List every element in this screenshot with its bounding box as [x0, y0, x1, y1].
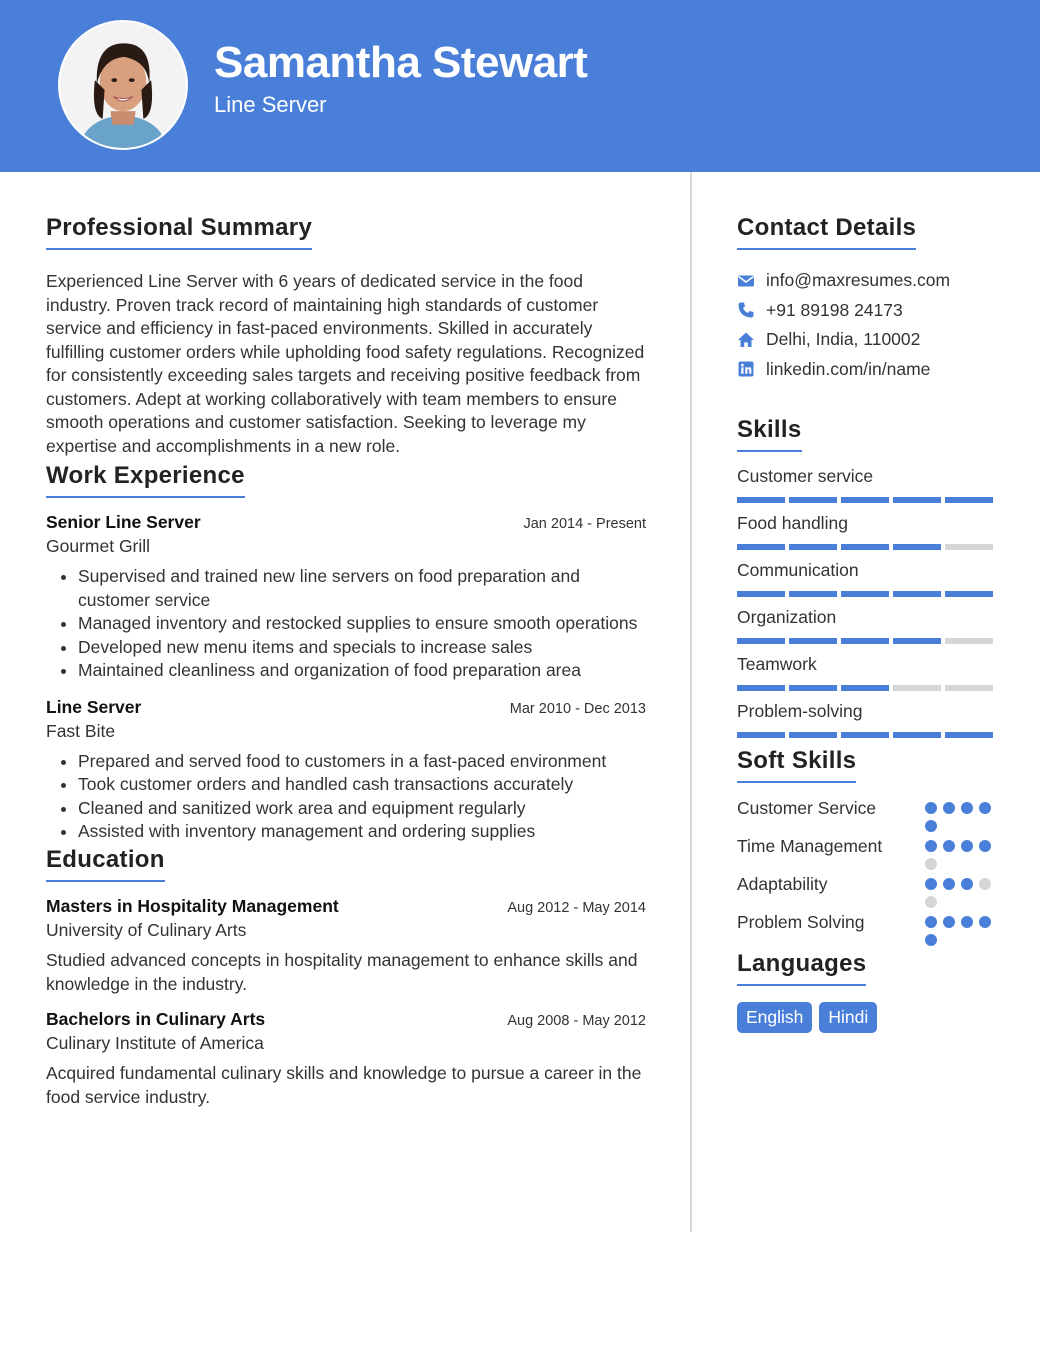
- skill-level-segment: [737, 591, 785, 597]
- education-description: Acquired fundamental culinary skills and knowledge to pursue a career in the food service industry.: [46, 1062, 642, 1107]
- rating-dot: [961, 802, 973, 814]
- contact-phone[interactable]: [737, 296, 997, 326]
- skill-level-segment: [945, 591, 993, 597]
- skill-level-segment: [737, 732, 785, 738]
- candidate-role: Line Server: [214, 92, 327, 117]
- skill-level-bar: [737, 732, 993, 738]
- rating-dot: [943, 840, 955, 852]
- contact-email-text: info@maxresumes.com: [766, 270, 951, 291]
- skill-level-segment: [841, 497, 889, 503]
- education-description: Studied advanced concepts in hospitality management to enhance skills and knowledge in the industry.: [46, 949, 638, 994]
- language-tag: English: [737, 1002, 812, 1033]
- skill-level-segment: [737, 544, 785, 550]
- education-entry: [46, 1009, 646, 1109]
- skill-level-segment: [737, 497, 785, 503]
- soft-skill-name: Adaptability: [737, 874, 828, 894]
- rating-dot: [943, 878, 955, 890]
- envelope-icon: [737, 272, 755, 290]
- job-company: Gourmet Grill: [46, 536, 151, 556]
- skill-name: Problem-solving: [737, 701, 863, 721]
- soft-skill-name: Time Management: [737, 836, 883, 856]
- job-title: Line Server: [46, 696, 142, 717]
- profile-photo-illustration: [60, 22, 186, 148]
- contact-linkedin-text: linkedin.com/in/name: [766, 358, 931, 379]
- skill-item: [737, 559, 997, 597]
- skill-name: Teamwork: [737, 654, 817, 674]
- skill-level-segment: [893, 732, 941, 738]
- rating-dot: [943, 916, 955, 928]
- contact-email[interactable]: [737, 266, 997, 296]
- skill-level-segment: [945, 685, 993, 691]
- soft-skills-list: [737, 796, 997, 946]
- rating-dot: [925, 840, 937, 852]
- skill-level-segment: [893, 685, 941, 691]
- skill-level-segment: [789, 685, 837, 691]
- school-name: University of Culinary Arts: [46, 919, 247, 940]
- skill-level-segment: [893, 544, 941, 550]
- skill-level-segment: [841, 544, 889, 550]
- skill-level-segment: [945, 732, 993, 738]
- skill-level-segment: [789, 591, 837, 597]
- degree-title: Bachelors in Culinary Arts: [46, 1008, 266, 1029]
- job-bullet: • Maintained cleanliness and organization of food preparation area: [78, 659, 646, 683]
- skill-level-segment: [841, 732, 889, 738]
- skill-item: [737, 512, 997, 550]
- main-column: [46, 214, 646, 1109]
- soft-skill-rating: [925, 834, 997, 870]
- contact-heading: Contact Details: [737, 214, 916, 250]
- skill-level-bar: [737, 685, 993, 691]
- education-entry: [46, 896, 646, 996]
- education-heading: Education: [46, 846, 165, 882]
- skill-level-segment: [789, 638, 837, 644]
- experience-heading: Work Experience: [46, 462, 245, 498]
- languages-heading: Languages: [737, 950, 866, 986]
- rating-dot: [979, 878, 991, 890]
- skill-level-segment: [893, 591, 941, 597]
- soft-skill-name: Customer Service: [737, 798, 877, 818]
- skill-level-bar: [737, 497, 993, 503]
- skill-item: [737, 606, 997, 644]
- summary-text: Experienced Line Server with 6 years of dedicated service in the food industry. Proven track record of maintaining high standards of customer service and efficiency in fast-paced environments. Skilled in accurately fulfilling customer orders while upholding food safety regulations. Recognized for consistently exceeding sales targets and receiving positive feedback from customers. Adept at working collaboratively with team members to ensure smooth operations and customer satisfaction. Seeking to leverage my expertise and accomplishments in a new role.: [46, 271, 645, 456]
- contact-address: [737, 325, 997, 355]
- rating-dot: [961, 916, 973, 928]
- skill-level-segment: [945, 638, 993, 644]
- soft-skill-rating: [925, 910, 997, 946]
- rating-dot: [961, 840, 973, 852]
- job-entry: [46, 512, 646, 683]
- contact-linkedin[interactable]: [737, 355, 997, 385]
- skill-level-segment: [737, 638, 785, 644]
- rating-dot: [925, 820, 937, 832]
- rating-dot: [925, 858, 937, 870]
- header-banner: [0, 0, 1040, 172]
- contact-phone-text: +91 89198 24173: [766, 299, 903, 320]
- job-bullet: • Managed inventory and restocked supplies to ensure smooth operations: [78, 612, 646, 636]
- side-column: [737, 214, 997, 1033]
- job-date: Jan 2014 - Present: [523, 516, 646, 532]
- skill-item: [737, 465, 997, 503]
- job-title: Senior Line Server: [46, 512, 201, 532]
- job-bullets: [46, 750, 646, 844]
- soft-skill-item: [737, 834, 997, 870]
- skill-name: Food handling: [737, 513, 848, 533]
- skill-level-segment: [945, 497, 993, 503]
- job-company: Fast Bite: [46, 720, 116, 741]
- soft-skill-item: [737, 872, 997, 908]
- skill-level-bar: [737, 591, 993, 597]
- column-divider: [690, 172, 692, 1232]
- rating-dot: [925, 916, 937, 928]
- soft-skill-rating: [925, 796, 997, 832]
- rating-dot: [925, 934, 937, 946]
- soft-skill-rating: [925, 872, 997, 908]
- skill-level-segment: [789, 497, 837, 503]
- skill-name: Communication: [737, 560, 859, 580]
- skill-level-segment: [737, 685, 785, 691]
- job-bullet: • Supervised and trained new line servers on food preparation and customer service: [78, 565, 646, 612]
- job-date: Mar 2010 - Dec 2013: [509, 700, 646, 717]
- skills-list: [737, 465, 997, 738]
- skill-level-segment: [841, 685, 889, 691]
- skill-level-segment: [789, 544, 837, 550]
- skill-item: [737, 653, 997, 691]
- education-date: Aug 2008 - May 2012: [507, 1012, 646, 1029]
- candidate-name: Samantha Stewart: [214, 38, 588, 87]
- phone-icon: [737, 301, 755, 319]
- profile-photo: [58, 20, 188, 150]
- rating-dot: [943, 802, 955, 814]
- soft-skill-item: [737, 796, 997, 832]
- skill-level-bar: [737, 544, 993, 550]
- job-bullets: [46, 565, 646, 683]
- skill-level-segment: [841, 591, 889, 597]
- school-name: Culinary Institute of America: [46, 1032, 264, 1053]
- job-bullet: • Took customer orders and handled cash transactions accurately: [78, 773, 646, 797]
- job-bullet: • Cleaned and sanitized work area and equipment regularly: [78, 797, 646, 821]
- language-tag: Hindi: [819, 1002, 877, 1033]
- home-icon: [737, 331, 755, 349]
- skill-level-segment: [945, 544, 993, 550]
- soft-skill-item: [737, 910, 997, 946]
- skill-name: Customer service: [737, 466, 874, 486]
- soft-skills-heading: Soft Skills: [737, 747, 856, 783]
- rating-dot: [925, 878, 937, 890]
- skill-name: Organization: [737, 607, 837, 627]
- skill-level-segment: [789, 732, 837, 738]
- job-entry: [46, 697, 646, 844]
- rating-dot: [979, 840, 991, 852]
- skill-level-segment: [841, 638, 889, 644]
- degree-title: Masters in Hospitality Management: [46, 895, 339, 916]
- linkedin-icon: [737, 360, 755, 378]
- rating-dot: [979, 916, 991, 928]
- languages-list: [737, 1002, 997, 1033]
- rating-dot: [961, 878, 973, 890]
- education-date: Aug 2012 - May 2014: [507, 899, 646, 916]
- contact-address-text: Delhi, India, 110002: [766, 329, 921, 350]
- soft-skill-name: Problem Solving: [737, 912, 865, 932]
- summary-heading: Professional Summary: [46, 214, 312, 250]
- skills-heading: Skills: [737, 416, 802, 452]
- skill-level-bar: [737, 638, 993, 644]
- job-bullet: • Developed new menu items and specials to increase sales: [78, 636, 646, 660]
- job-bullet: • Assisted with inventory management and ordering supplies: [78, 820, 646, 844]
- rating-dot: [925, 896, 937, 908]
- job-bullet: • Prepared and served food to customers in a fast-paced environment: [78, 750, 646, 774]
- skill-level-segment: [893, 638, 941, 644]
- skill-item: [737, 700, 997, 738]
- rating-dot: [925, 802, 937, 814]
- skill-level-segment: [893, 497, 941, 503]
- rating-dot: [979, 802, 991, 814]
